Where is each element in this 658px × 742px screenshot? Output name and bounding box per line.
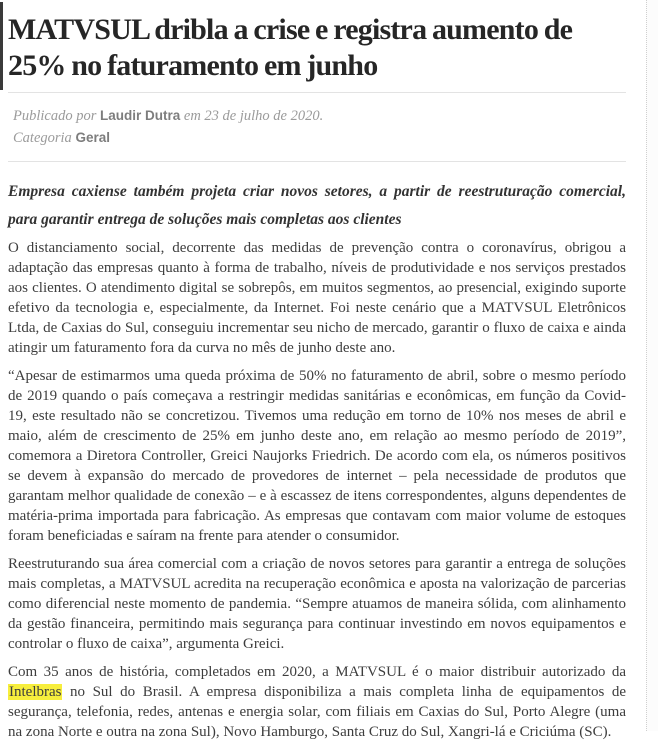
left-edge-bar (0, 2, 3, 90)
byline-prefix: Publicado por (13, 108, 97, 124)
author-name: Laudir Dutra (100, 108, 181, 123)
byline-category (13, 127, 626, 149)
divider-under-title (8, 92, 626, 93)
paragraph-4-before: Com 35 anos de história, completados em 2020, a MATVSUL é o maior distribuir autorizado da (8, 664, 626, 680)
intelbras-highlight: Intelbras (9, 684, 62, 700)
byline-published (13, 105, 626, 127)
divider-under-byline (8, 161, 626, 162)
paragraph-4-after: no Sul do Brasil. A empresa disponibiliza a mais completa linha de equipamentos de segurança, telefonia, redes, antenas e energia solar, com filiais em Caxias do Sul, Porto Alegre (uma na zona Norte e outra na zona Sul), Novo Hamburgo, Santa Cruz do Sul, Xangri-lá e Criciúma (SC). (8, 684, 626, 740)
category-label: Categoria (13, 130, 72, 146)
article-lede: Empresa caxiense também projeta criar novos setores, a partir de reestruturação comercial, para garantir entrega de soluções mais completas aos clientes (8, 183, 626, 228)
category-value: Geral (75, 130, 110, 145)
paragraph-1: O distanciamento social, decorrente das medidas de prevenção contra o coronavírus, obrigou a adaptação das empresas quanto à forma de trabalho, níveis de produtividade e nos serviços prestados aos clientes. O atendimento digital se sobrepôs, em muitos segmentos, ao presencial, exigindo suporte efetivo da tecnologia e, especialmente, da Internet. Foi neste cenário que a MATVSUL Eletrônicos Ltda, de Caxias do Sul, conseguiu incrementar seu nicho de mercado, garantir o fluxo de caixa e ainda atingir um faturamento fora da curva no mês de junho deste ano. (8, 240, 626, 356)
paragraph-4 (8, 662, 626, 742)
paragraph-3: Reestruturando sua área comercial com a criação de novos setores para garantir a entrega de soluções mais completas, a MATVSUL acredita na recuperação econômica e aposta na valorização de parcerias como diferencial neste momento de pandemia. “Sempre atuamos de maneira sólida, com alinhamento da gestão financeira, permitindo mais segurança para continuar investindo em novos equipamentos e controlar o fluxo de caixa”, argumenta Greici. (8, 556, 626, 652)
paragraph-2: “Apesar de estimarmos uma queda próxima de 50% no faturamento de abril, sobre o mesmo período de 2019 quando o país começava a restringir medidas sanitárias e econômicas, em função da Covid-19, este resultado não se concretizou. Tivemos uma redução em torno de 10% nos meses de abril e maio, além de crescimento de 25% em junho deste ano, em relação ao mesmo período de 2019”, comemora a Diretora Controller, Greici Naujorks Friedrich. De acordo com ela, os números positivos se devem à expansão do mercado de provedores de internet – pela necessidade de produtos que garantam melhor qualidade de conexão – e à escassez de itens correspondentes, alguns dependentes de matéria-prima importada para fabricação. As empresas que contavam com maior volume de estoques foram beneficiadas e saíram na frente para atender o consumidor. (8, 368, 626, 544)
byline (8, 105, 626, 149)
page-title: MATVSUL dribla a crise e registra aumento de 25% no faturamento em junho (8, 13, 573, 82)
publish-date: em 23 de julho de 2020. (183, 108, 324, 124)
right-scroll-gutter[interactable] (646, 0, 658, 731)
